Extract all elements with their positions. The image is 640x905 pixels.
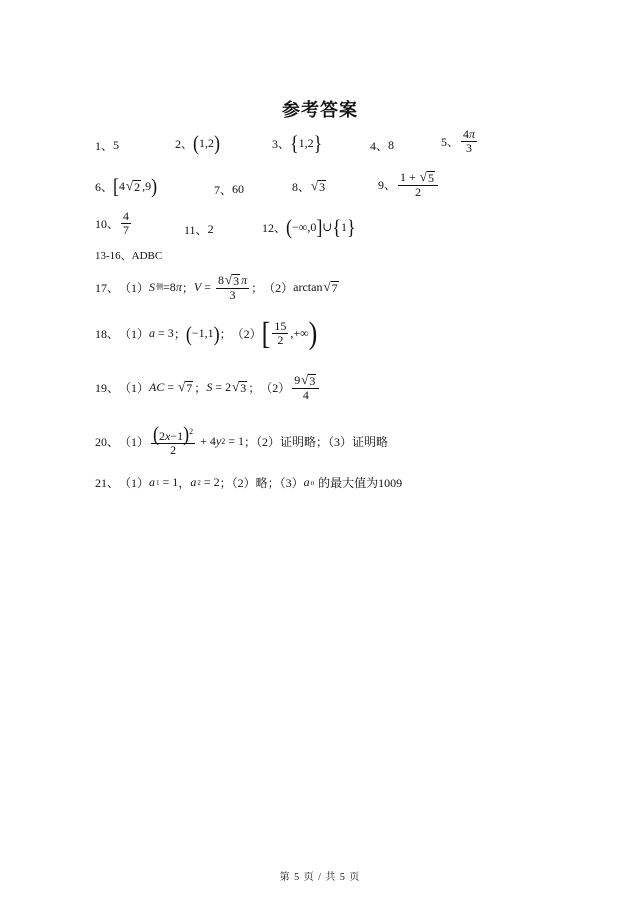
- answer-9: 9、 1 + √ 5 2: [378, 170, 440, 199]
- answer-6: 6、 [ 4 √ 2 ,9 ): [95, 174, 158, 198]
- answer-2: 2、 ( 1,2 ): [175, 131, 221, 155]
- answer-11: 11、 2: [184, 222, 214, 237]
- answer-19: 19、 （1） AC = √ 7 ； S = 2 √ 3 ； （2） 9 √ 3 4: [95, 373, 321, 402]
- answer-1: 1、 5: [95, 138, 120, 153]
- answer-3: 3、 { 1,2 }: [272, 131, 323, 155]
- answer-18: 18、 （1） a = 3 ； ( −1,1 ) ； （2） [ $\frac{15}{2}$ ,+∞ ): [95, 315, 318, 351]
- answer-4: 4、 8: [370, 138, 395, 153]
- answer-21: 21、 （1） a 1 = 1 ， a 2 = 2 ；（2）略；（3） a n 的最大值为1009: [95, 475, 403, 490]
- page-title: 参考答案: [282, 100, 358, 121]
- answer-20: 20、 （1） $\frac{(2x-1)^2}{2}$ + 4 y 2 = 1 ；（2）证明略；（3）证明略: [95, 422, 389, 458]
- answer-17: 17、 （1） S 侧 =8 π ； V = 8 √ 3 π 3 ； （2） arctan √ 7: [95, 272, 338, 302]
- page-footer: 第 5 页 / 共 5 页: [279, 872, 361, 883]
- answer-13-16: 13-16、ADBC: [95, 250, 163, 262]
- answer-8: 8、 √ 3: [292, 178, 326, 195]
- answer-7: 7、 60: [214, 182, 245, 197]
- answer-12: 12、 ( −∞,0 ] ∪ { 1 }: [262, 215, 356, 239]
- answer-10: 10、 $\frac{4}{7}$: [95, 209, 130, 238]
- answer-5: 5、 $\frac{4\pi}{3}$: [441, 127, 476, 156]
